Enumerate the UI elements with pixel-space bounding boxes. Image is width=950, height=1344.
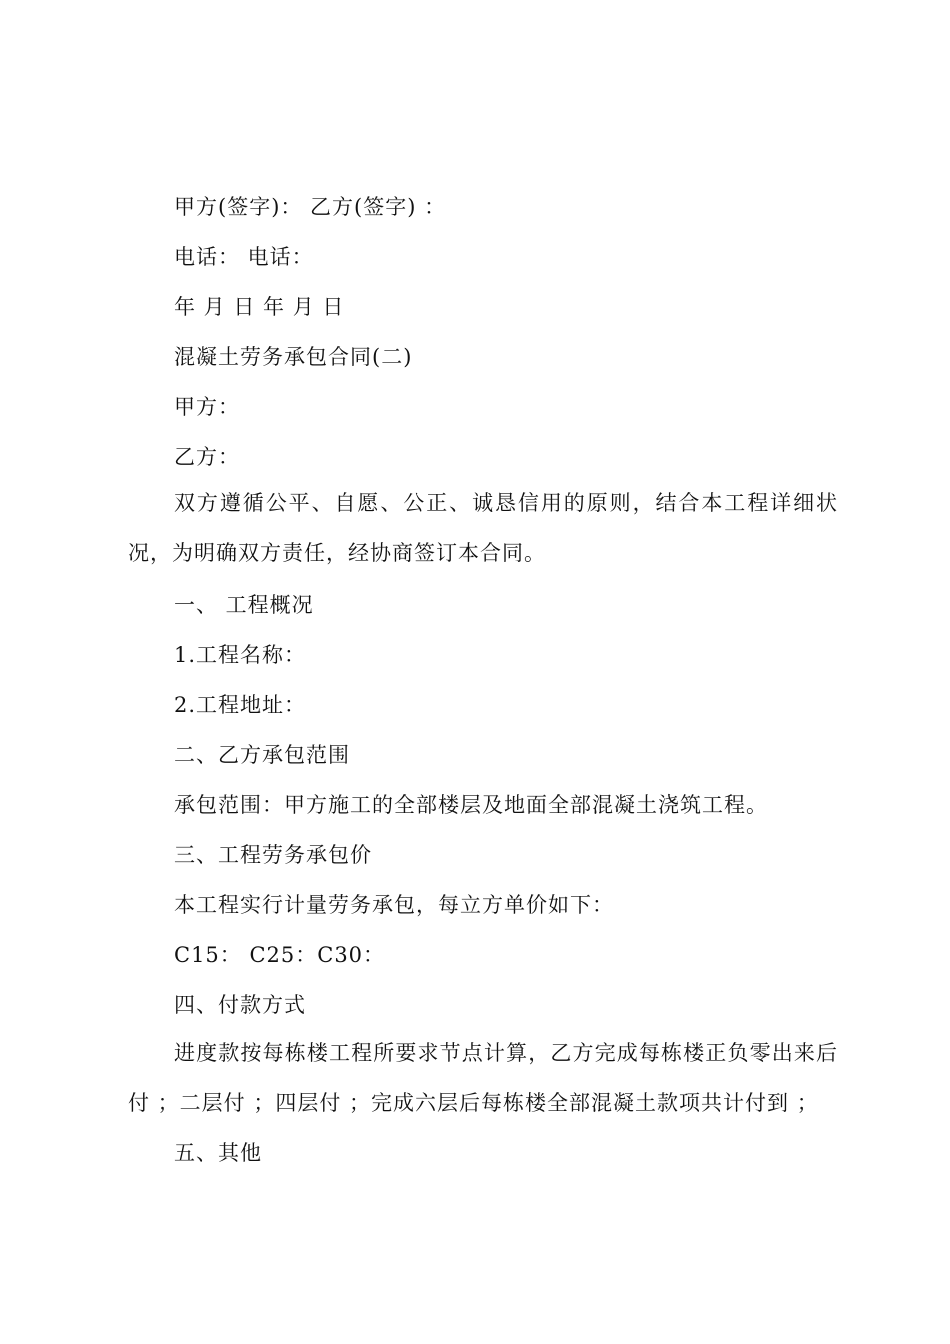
section-3-title: 三、工程劳务承包价	[174, 843, 372, 867]
payment-paragraph: 进度款按每栋楼工程所要求节点计算，乙方完成每栋楼正负零出来后付 ；二层付 ；四层付 ；完成六层后每栋楼全部混凝土款项共计付到 ；	[128, 1041, 838, 1115]
contract-title: 混凝土劳务承包合同(二)	[174, 345, 413, 369]
price-grades: C15： C25：C30：	[174, 943, 386, 967]
project-name-item: 1.工程名称：	[174, 643, 307, 667]
intro-paragraph: 双方遵循公平、自愿、公正、诚恳信用的原则，结合本工程详细状况，为明确双方责任，经协商签订本合同。	[128, 491, 838, 565]
date-line: 年 月 日 年 月 日	[174, 295, 345, 319]
section-5-title: 五、其他	[174, 1141, 262, 1165]
party-b-line: 乙方：	[174, 445, 240, 469]
section-4-title: 四、付款方式	[174, 993, 306, 1017]
party-a-line: 甲方：	[174, 395, 240, 419]
project-address-item: 2.工程地址：	[174, 693, 307, 717]
section-1-title: 一、 工程概况	[174, 593, 314, 617]
scope-text: 承包范围：甲方施工的全部楼层及地面全部混凝土浇筑工程。	[174, 793, 768, 817]
signature-line: 甲方(签字)： 乙方(签字) ：	[174, 195, 447, 219]
price-intro: 本工程实行计量劳务承包，每立方单价如下：	[174, 893, 614, 917]
section-2-title: 二、乙方承包范围	[174, 743, 350, 767]
phone-line: 电话： 电话：	[174, 245, 314, 269]
